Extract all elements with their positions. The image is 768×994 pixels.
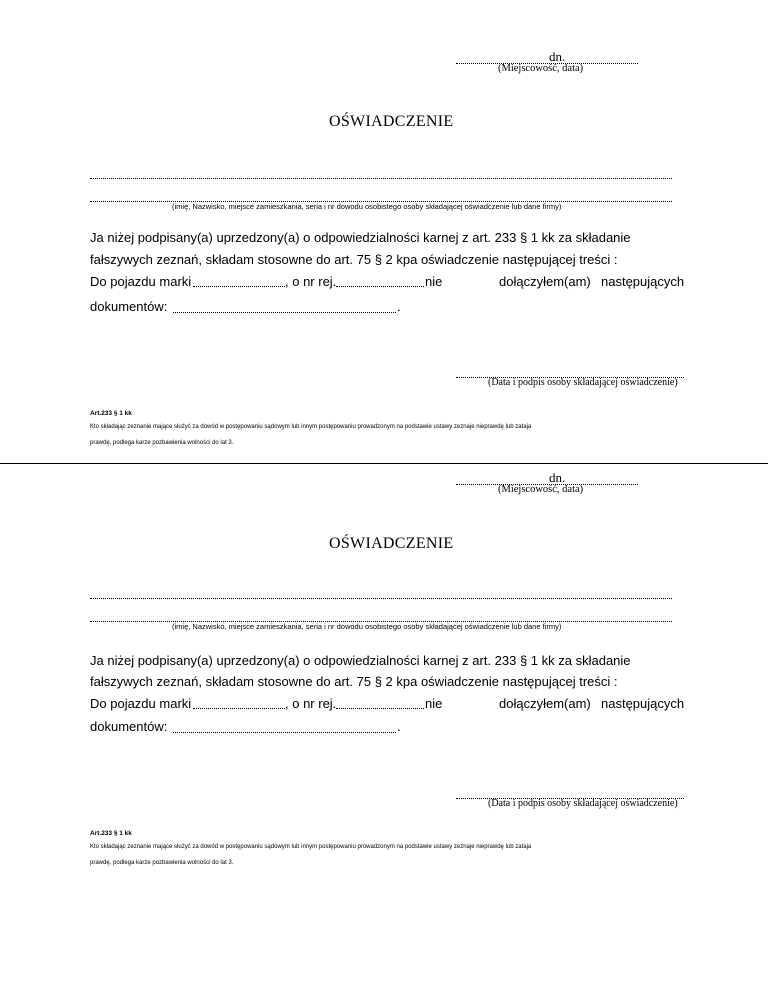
- cut-divider: [0, 463, 768, 464]
- person-caption: (imię, Nazwisko, miejsce zamieszkania, seria i nr dowodu osobistego osoby składającej oświadczenie lub dane firmy): [172, 202, 562, 211]
- registration-field[interactable]: [336, 275, 424, 287]
- documents-field[interactable]: [173, 301, 396, 313]
- attached-word: dołączyłem(am): [499, 696, 591, 711]
- document-title: OŚWIADCZENIE: [329, 535, 454, 552]
- article-text: [90, 419, 690, 451]
- declaration-line-2: fałszywych zeznań, składam stosowne do art. 75 § 2 kpa oświadczenie następującej treści :: [90, 674, 618, 689]
- not-word: nie: [425, 696, 443, 711]
- documents-end: .: [397, 299, 401, 314]
- article-text: [90, 839, 690, 871]
- article-line-1: Kto składając zeznanie mające służyć za dowód w postępowaniu sądowym lub innym postępowaniu prowadzonym na podstawie ustawy zeznaje nieprawdę lub zataja: [90, 844, 532, 850]
- article-title: Art.233 § 1 kk: [90, 830, 132, 837]
- declaration-line-1: Ja niżej podpisany(a) uprzedzony(a) o odpowiedzialności karnej z art. 233 § 1 kk za składanie: [90, 653, 631, 668]
- article-title: Art.233 § 1 kk: [90, 410, 132, 417]
- declaration-line-2: fałszywych zeznań, składam stosowne do art. 75 § 2 kpa oświadczenie następującej treści :: [90, 252, 618, 267]
- place-date-caption: (Miejscowość, data): [498, 63, 584, 74]
- attached-word: dołączyłem(am): [499, 274, 591, 289]
- documents-field[interactable]: [173, 721, 396, 733]
- registration-prefix: , o nr rej.: [285, 696, 337, 711]
- date-dn-label: dn.: [549, 470, 566, 485]
- article-line-2: prawdę, podlega karze pozbawienia wolności do lat 3.: [90, 440, 234, 446]
- article-line-1: Kto składając zeznanie mające służyć za dowód w postępowaniu sądowym lub innym postępowaniu prowadzonym na podstawie ustawy zeznaje nieprawdę lub zataja: [90, 424, 532, 430]
- place-date-caption: (Miejscowość, data): [498, 484, 584, 495]
- signature-caption: (Data i podpis osoby składającej oświadczenie): [488, 377, 678, 388]
- person-line-1[interactable]: [90, 597, 672, 599]
- person-caption: (imię, Nazwisko, miejsce zamieszkania, seria i nr dowodu osobistego osoby składającej oświadczenie lub dane firmy): [172, 622, 562, 631]
- vehicle-prefix: Do pojazdu marki: [90, 274, 192, 289]
- article-line-2: prawdę, podlega karze pozbawienia wolności do lat 3.: [90, 860, 234, 866]
- person-line-1[interactable]: [90, 177, 672, 179]
- following-word: następujących: [601, 696, 685, 711]
- declaration-line-1: Ja niżej podpisany(a) uprzedzony(a) o odpowiedzialności karnej z art. 233 § 1 kk za składanie: [90, 230, 631, 245]
- signature-caption: (Data i podpis osoby składającej oświadczenie): [488, 798, 678, 809]
- vehicle-make-field[interactable]: [193, 275, 285, 287]
- documents-label: dokumentów:: [90, 299, 168, 314]
- vehicle-make-field[interactable]: [193, 697, 285, 709]
- documents-label: dokumentów:: [90, 719, 168, 734]
- documents-end: .: [397, 719, 401, 734]
- document-title: OŚWIADCZENIE: [329, 113, 454, 130]
- not-word: nie: [425, 274, 443, 289]
- registration-field[interactable]: [336, 697, 424, 709]
- date-dn-label: dn.: [549, 49, 566, 64]
- following-word: następujących: [601, 274, 685, 289]
- registration-prefix: , o nr rej.: [285, 274, 337, 289]
- vehicle-prefix: Do pojazdu marki: [90, 696, 192, 711]
